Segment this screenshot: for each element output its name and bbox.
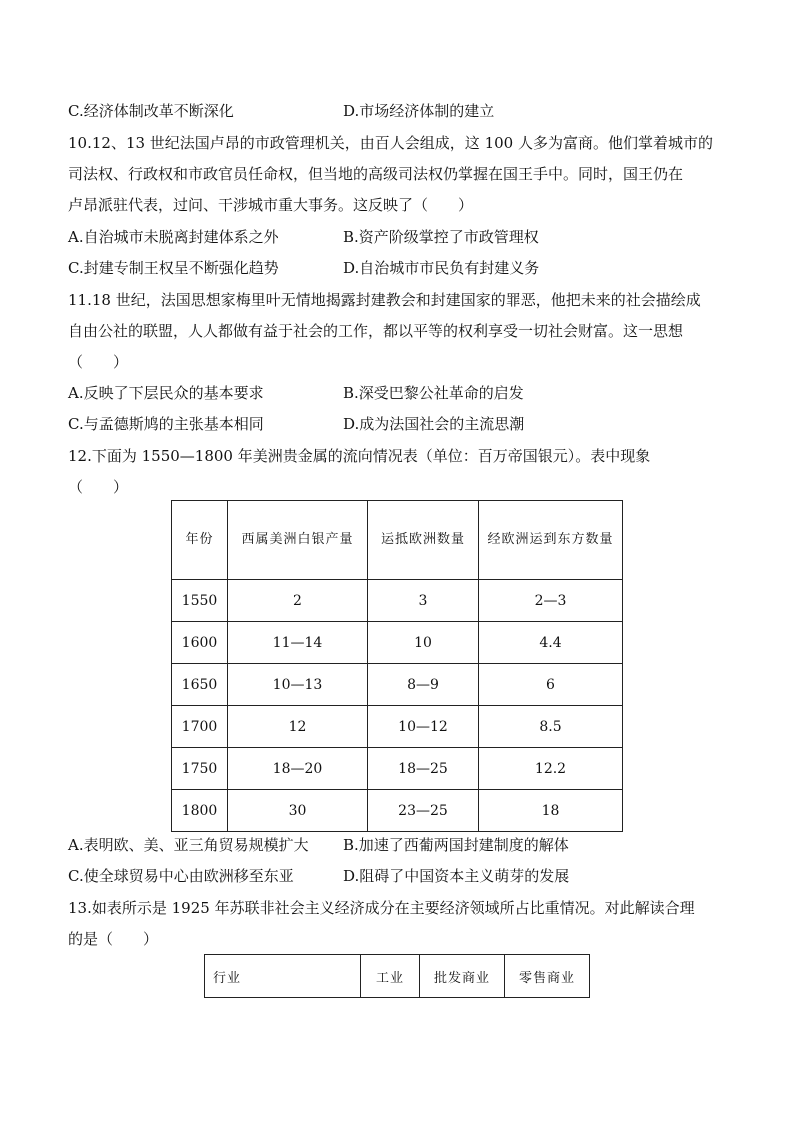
q10-stem-line-3: 卢昂派驻代表，过问、干涉城市重大事务。这反映了（ ） (68, 196, 474, 214)
cell-east: 4.4 (479, 622, 623, 664)
q11-option-c: C.与孟德斯鸠的主张基本相同 (68, 415, 264, 433)
table-row (172, 622, 623, 664)
silver-flow-table (171, 500, 623, 832)
header-retail: 零售商业 (505, 955, 590, 998)
cell-year: 1550 (172, 580, 228, 622)
q11-stem-line-1: 11.18 世纪，法国思想家梅里叶无情地揭露封建教会和封建国家的罪恶，他把未来的社会描绘成 (68, 291, 701, 309)
header-silver-output: 西属美洲白银产量 (228, 501, 368, 580)
q12-stem-line-1: 12.下面为 1550—1800 年美洲贵金属的流向情况表（单位：百万帝国银元）。表中现象 (68, 447, 651, 465)
cell-output: 11—14 (228, 622, 368, 664)
header-industry: 工业 (361, 955, 420, 998)
cell-year: 1700 (172, 706, 228, 748)
q12-option-b: B.加速了西葡两国封建制度的解体 (343, 836, 569, 854)
header-wholesale: 批发商业 (420, 955, 505, 998)
q12-stem-line-2: （ ） (68, 478, 129, 496)
q13-stem-line-1: 13.如表所示是 1925 年苏联非社会主义经济成分在主要经济领域所占比重情况。对此解读合理 (68, 899, 695, 917)
cell-output: 12 (228, 706, 368, 748)
cell-east: 12.2 (479, 748, 623, 790)
q9-option-d: D.市场经济体制的建立 (343, 102, 495, 120)
cell-year: 1650 (172, 664, 228, 706)
cell-east: 6 (479, 664, 623, 706)
q11-stem-line-2: 自由公社的联盟，人人都做有益于社会的工作，都以平等的权利享受一切社会财富。这一思想 (68, 322, 684, 340)
cell-europe: 18—25 (368, 748, 479, 790)
q10-option-c: C.封建专制王权呈不断强化趋势 (68, 259, 279, 277)
cell-east: 2—3 (479, 580, 623, 622)
q11-option-a: A.反映了下层民众的基本要求 (68, 384, 264, 402)
q10-stem-line-1: 10.12、13 世纪法国卢昂的市政管理机关，由百人会组成，这 100 人多为富商。他们掌着城市的 (68, 134, 713, 152)
q13-stem-line-2: 的是（ ） (68, 930, 159, 948)
cell-year: 1800 (172, 790, 228, 832)
q12-option-c: C.使全球贸易中心由欧洲移至东亚 (68, 867, 294, 885)
cell-europe: 23—25 (368, 790, 479, 832)
header-to-europe: 运抵欧洲数量 (368, 501, 479, 580)
table-row (172, 790, 623, 832)
header-year: 年份 (172, 501, 228, 580)
q10-option-d: D.自治城市市民负有封建义务 (343, 259, 540, 277)
q9-option-c: C.经济体制改革不断深化 (68, 102, 234, 120)
table-row (172, 706, 623, 748)
table-row (172, 664, 623, 706)
q11-option-b: B.深受巴黎公社革命的启发 (343, 384, 524, 402)
q10-stem-line-2: 司法权、行政权和市政官员任命权，但当地的高级司法权仍掌握在国王手中。同时，国王仍在 (68, 165, 684, 183)
q10-option-a: A.自治城市未脱离封建体系之外 (68, 228, 279, 246)
cell-year: 1600 (172, 622, 228, 664)
cell-output: 2 (228, 580, 368, 622)
cell-output: 18—20 (228, 748, 368, 790)
cell-output: 30 (228, 790, 368, 832)
cell-europe: 10—12 (368, 706, 479, 748)
soviet-economy-table (204, 954, 590, 998)
q12-option-a: A.表明欧、美、亚三角贸易规模扩大 (68, 836, 309, 854)
table-header-row (205, 955, 590, 998)
table-header-row (172, 501, 623, 580)
table-row (172, 748, 623, 790)
header-to-east: 经欧洲运到东方数量 (479, 501, 623, 580)
q10-option-b: B.资产阶级掌控了市政管理权 (343, 228, 539, 246)
header-sector: 行业 (205, 955, 361, 998)
cell-europe: 8—9 (368, 664, 479, 706)
q11-stem-line-3: （ ） (68, 353, 129, 371)
table-row (172, 580, 623, 622)
cell-output: 10—13 (228, 664, 368, 706)
cell-europe: 3 (368, 580, 479, 622)
cell-east: 18 (479, 790, 623, 832)
cell-east: 8.5 (479, 706, 623, 748)
q11-option-d: D.成为法国社会的主流思潮 (343, 415, 525, 433)
cell-europe: 10 (368, 622, 479, 664)
cell-year: 1750 (172, 748, 228, 790)
q12-option-d: D.阻碍了中国资本主义萌芽的发展 (343, 867, 570, 885)
